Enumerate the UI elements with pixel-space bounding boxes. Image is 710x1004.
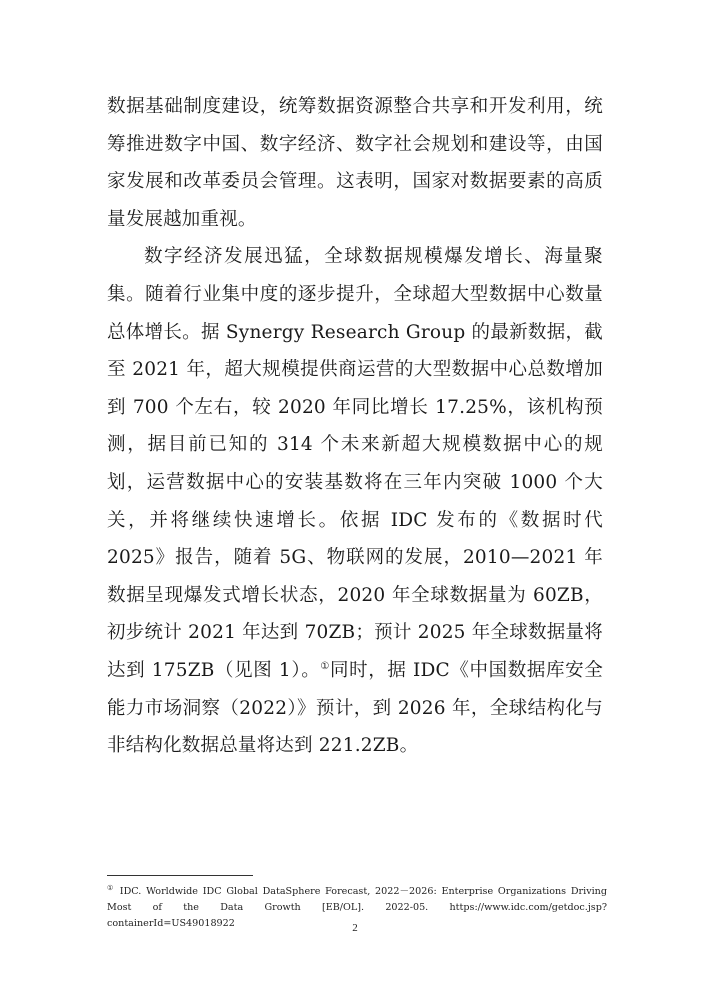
paragraph-2 xyxy=(107,238,603,764)
paragraph-2-text-a: 数字经济发展迅猛，全球数据规模爆发增长、海量聚集。随着行业集中度的逐步提升，全球超大型数据中心数量总体增长。据 Synergy Research Group 的最新数据，截至 2021 年，超大规模提供商运营的大型数据中心总数增加到 700 个左右，较 2020 年同比增长 17.25%，该机构预测，据目前已知的 314 个未来新超大规模数据中心的规划，运营数据中心的安装基数将在三年内突破 1000 个大关，并将继续快速增长。依据 IDC 发布的《数据时代 2025》报告，随着 5G、物联网的发展，2010—2021 年数据呈现爆发式增长状态，2020 年全球数据量为 60ZB，初步统计 2021 年达到 70ZB；预计 2025 年全球数据量将达到 175ZB（见图 1）。 xyxy=(107,246,603,681)
footnote-text: IDC. Worldwide IDC Global DataSphere Forecast, 2022－2026: Enterprise Organizations Driving Most of the Data Growth [EB/OL]. 2022-05. https://www.idc.com/getdoc.jsp?containerId=US49018922 xyxy=(107,886,608,929)
footnote-mark: ① xyxy=(107,883,116,892)
footnote-reference-mark[interactable]: ① xyxy=(320,660,330,672)
paragraph-1: 数据基础制度建设，统筹数据资源整合共享和开发利用，统筹推进数字中国、数字经济、数字社会规划和建设等，由国家发展和改革委员会管理。这表明，国家对数据要素的高质量发展越加重视。 xyxy=(107,96,603,230)
footnote-separator xyxy=(107,875,253,876)
page-number: 2 xyxy=(352,922,358,934)
body-text xyxy=(107,88,603,765)
paragraph-2-text-b: 同时，据 IDC《中国数据库安全能力市场洞察（2022）》预计，到 2026 年，全球结构化与非结构化数据总量将达到 221.2ZB。 xyxy=(107,659,603,757)
